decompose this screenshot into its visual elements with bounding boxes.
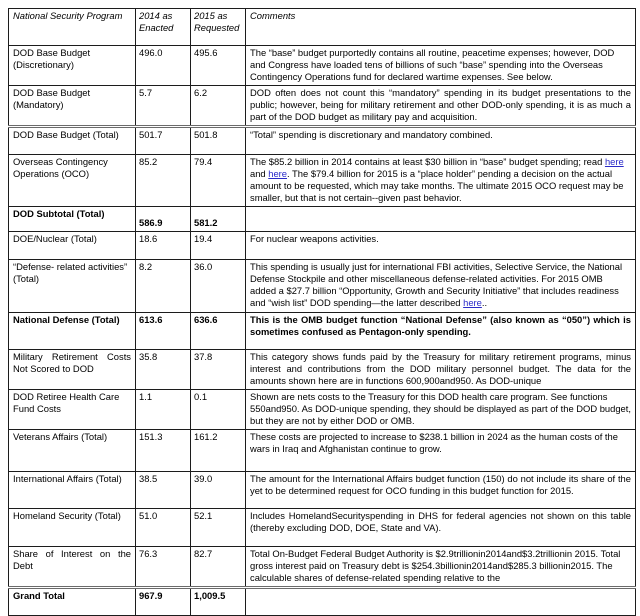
table-row [9, 260, 636, 313]
program-cell: Share of Interest on the Debt [9, 547, 136, 588]
program-cell: Homeland Security (Total) [9, 509, 136, 547]
program-cell: DOE/Nuclear (Total) [9, 232, 136, 260]
comment-cell [246, 207, 636, 232]
y2015-value-cell: 39.0 [191, 472, 246, 509]
header-2015-as-requested: 2015 as Requested [191, 9, 246, 46]
comment-text: For nuclear weapons activities. [250, 233, 379, 244]
program-cell: DOD Base Budget (Mandatory) [9, 86, 136, 127]
program-cell: Overseas Contingency Operations (OCO) [9, 155, 136, 207]
comment-cell [246, 86, 636, 127]
y2015-value-cell: 19.4 [191, 232, 246, 260]
comment-cell [246, 313, 636, 350]
header-2014-as-enacted: 2014 as Enacted [136, 9, 191, 46]
y2014-value-cell: 586.9 [136, 207, 191, 232]
comment-text: .. [481, 297, 488, 308]
table-row [9, 155, 636, 207]
header-program: National Security Program [9, 9, 136, 46]
comment-text: Shown are nets costs to the Treasury for this DOD health care program. See functions 550and950. As DOD-unique spending, they should be displayed as part of the DOD budget, but they are not by either DOD or OMB. [250, 391, 631, 426]
program-cell: Military Retirement Costs Not Scored to DOD [9, 350, 136, 390]
comment-text: This is the OMB budget function “National Defense” (also known as “050”) which is sometimes confused as Pentagon-only spending. [250, 314, 631, 337]
table-row [9, 127, 636, 155]
table-row [9, 86, 636, 127]
program-cell: DOD Base Budget (Discretionary) [9, 46, 136, 86]
y2014-value-cell: 501.7 [136, 127, 191, 155]
comment-cell [246, 588, 636, 616]
y2014-value-cell: 151.3 [136, 430, 191, 472]
comment-text: . The $79.4 billion for 2015 is a “place holder” pending a decision on the actual amount to be requested, which may take months. The ultimate 2015 OCO request may be smaller, but that is not certain--given past behavior. [250, 168, 624, 203]
table-row [9, 232, 636, 260]
program-cell: DOD Base Budget (Total) [9, 127, 136, 155]
comment-text: This category shows funds paid by the Treasury for military retirement programs, minus interest and contributions from the DOD military personnel budget. The data for the amounts shown here are in functions 600,900and950. As DOD-unique [250, 351, 631, 386]
y2014-value-cell: 8.2 [136, 260, 191, 313]
y2014-value-cell: 613.6 [136, 313, 191, 350]
comment-text: This spending is usually just for international FBI activities, Selective Service, the National Defense Stockpile and other miscellaneous defense-related activities. For 2015 OMB added a $27.7 billion “Opportunity, Growth and Security Initiative” that includes readiness and “wish list” DOD spending—the latter described [250, 261, 623, 308]
table-row [9, 313, 636, 350]
table-row [9, 430, 636, 472]
y2015-value-cell: 52.1 [191, 509, 246, 547]
comment-cell [246, 547, 636, 588]
table-row [9, 588, 636, 616]
program-cell: DOD Subtotal (Total) [9, 207, 136, 232]
comment-text: The $85.2 billion in 2014 contains at least $30 billion in “base” budget spending; read [250, 156, 605, 167]
y2015-value-cell: 0.1 [191, 390, 246, 430]
comment-text: The amount for the International Affairs budget function (150) do not include its share of the yet to be determined request for OCO funding in this budget function for 2015. [250, 473, 631, 496]
table-row [9, 547, 636, 588]
hyperlink[interactable]: here [604, 156, 624, 167]
program-cell: National Defense (Total) [9, 313, 136, 350]
comment-cell [246, 430, 636, 472]
comment-text: These costs are projected to increase to $238.1 billion in 2024 as the human costs of the wars in Iraq and Afghanistan continue to grow. [250, 431, 618, 454]
y2015-value-cell: 636.6 [191, 313, 246, 350]
budget-table-body [9, 46, 636, 616]
comment-text: and [250, 168, 269, 179]
table-row [9, 509, 636, 547]
comment-text: Includes HomelandSecurityspending in DHS for federal agencies not shown on this table (thereby excluding DOD, DOE, State and VA). [250, 510, 631, 533]
comment-text: Total On-Budget Federal Budget Authority is $2.9trillionin2014and$3.2trillionin 2015. Total gross interest paid on Treasury debt is $254.3billionin2014and$285.3 billionin2015. The calculable shares of defense-related spending relative to the [250, 548, 621, 583]
table-row [9, 390, 636, 430]
comment-text: The “base” budget purportedly contains all routine, peacetime expenses; however, DOD and Congress have loaded tens of billions of such “base” spending into the Overseas Contingency Operations fund for declared wartime expenses. See below. [250, 47, 615, 82]
y2014-value-cell: 85.2 [136, 155, 191, 207]
budget-table [8, 8, 636, 616]
comment-cell [246, 46, 636, 86]
y2015-value-cell: 82.7 [191, 547, 246, 588]
y2014-value-cell: 5.7 [136, 86, 191, 127]
y2014-value-cell: 35.8 [136, 350, 191, 390]
program-cell: DOD Retiree Health Care Fund Costs [9, 390, 136, 430]
comment-text: “Total” spending is discretionary and mandatory combined. [250, 129, 493, 140]
comment-text: DOD often does not count this “mandatory” spending in its budget presentations to the public; however, being for military retirement and other DOD-only spending, it is as much a part of the DOD budget as military pay and acquisition. [250, 87, 631, 122]
y2015-value-cell: 36.0 [191, 260, 246, 313]
y2015-value-cell: 495.6 [191, 46, 246, 86]
table-row [9, 46, 636, 86]
program-cell: “Defense- related activities” (Total) [9, 260, 136, 313]
table-row [9, 472, 636, 509]
header-comments: Comments [246, 9, 636, 46]
comment-cell [246, 472, 636, 509]
program-cell: Grand Total [9, 588, 136, 616]
hyperlink[interactable]: here [268, 168, 288, 179]
y2014-value-cell: 967.9 [136, 588, 191, 616]
table-row [9, 350, 636, 390]
y2014-value-cell: 51.0 [136, 509, 191, 547]
comment-cell [246, 260, 636, 313]
comment-cell [246, 127, 636, 155]
y2015-value-cell: 581.2 [191, 207, 246, 232]
y2015-value-cell: 6.2 [191, 86, 246, 127]
table-header-row [9, 9, 636, 46]
y2015-value-cell: 79.4 [191, 155, 246, 207]
comment-cell [246, 232, 636, 260]
comment-cell [246, 155, 636, 207]
program-cell: Veterans Affairs (Total) [9, 430, 136, 472]
comment-cell [246, 350, 636, 390]
comment-cell [246, 509, 636, 547]
y2015-value-cell: 501.8 [191, 127, 246, 155]
y2014-value-cell: 38.5 [136, 472, 191, 509]
hyperlink[interactable]: here [463, 297, 482, 308]
y2015-value-cell: 1,009.5 [191, 588, 246, 616]
y2015-value-cell: 161.2 [191, 430, 246, 472]
y2015-value-cell: 37.8 [191, 350, 246, 390]
comment-cell [246, 390, 636, 430]
y2014-value-cell: 18.6 [136, 232, 191, 260]
table-row [9, 207, 636, 232]
program-cell: International Affairs (Total) [9, 472, 136, 509]
y2014-value-cell: 1.1 [136, 390, 191, 430]
y2014-value-cell: 76.3 [136, 547, 191, 588]
y2014-value-cell: 496.0 [136, 46, 191, 86]
